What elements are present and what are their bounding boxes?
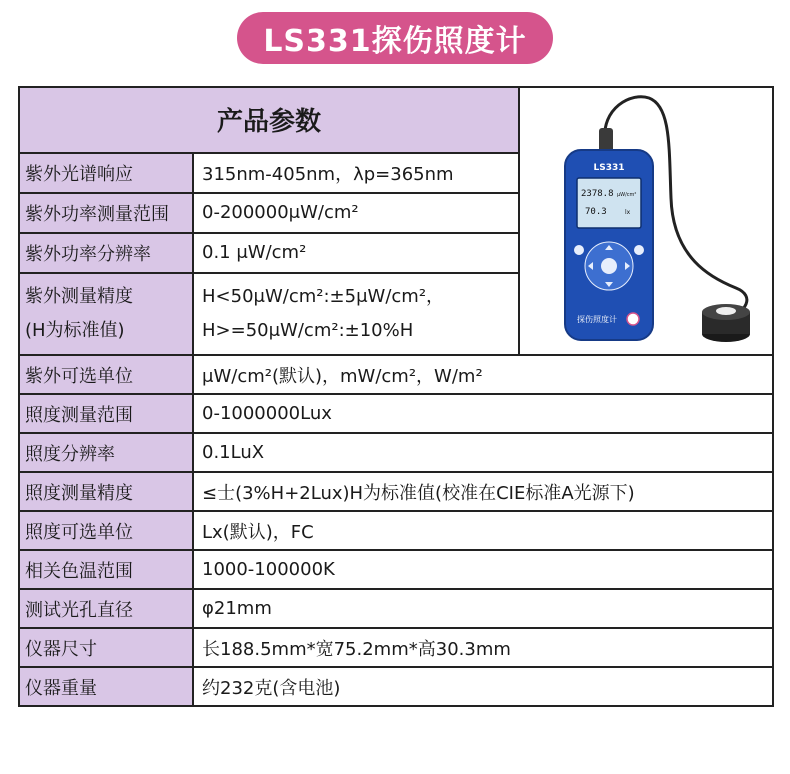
row-value-line: H<50μW/cm²:±5μW/cm²， <box>202 285 445 307</box>
row-label: 相关色温范围 <box>19 550 193 589</box>
table-row <box>19 433 773 472</box>
row-label: 紫外功率测量范围 <box>19 193 193 233</box>
table-header: 产品参数 <box>19 87 519 153</box>
device-screen <box>577 178 641 228</box>
row-label: 照度测量范围 <box>19 394 193 433</box>
right-function-button <box>634 245 644 255</box>
row-label: 照度测量精度 <box>19 472 193 511</box>
row-label: 紫外可选单位 <box>19 355 193 394</box>
screen-unit-1: μW/cm² <box>617 192 637 198</box>
row-label: 仪器尺寸 <box>19 628 193 667</box>
row-value: μW/cm²(默认)，mW/cm²，W/m² <box>193 355 773 394</box>
row-label: 紫外功率分辨率 <box>19 233 193 273</box>
row-label <box>19 273 193 355</box>
device-illustration <box>521 88 771 354</box>
cable-connector <box>599 128 613 152</box>
table-row <box>19 355 773 394</box>
table-row <box>19 589 773 628</box>
screen-reading-2: 70.3 <box>585 207 607 217</box>
product-photo-cell <box>519 87 773 355</box>
table-row <box>19 394 773 433</box>
row-value: 0.1LuX <box>193 433 773 472</box>
spec-table <box>18 86 774 707</box>
device-model-label: LS331 <box>593 163 625 173</box>
row-value: ≤士(3%H+2Lux)H为标准值(校准在CIE标准A光源下) <box>193 472 773 511</box>
keypad-center-button <box>601 258 617 274</box>
table-row <box>19 472 773 511</box>
row-value: 长188.5mm*宽75.2mm*高30.3mm <box>193 628 773 667</box>
row-value-line: H>=50μW/cm²:±10%H <box>202 319 414 341</box>
screen-reading-1: 2378.8 <box>581 189 614 199</box>
row-value: 0.1 μW/cm² <box>193 233 519 273</box>
left-function-button <box>574 245 584 255</box>
row-value: Lx(默认)，FC <box>193 511 773 550</box>
row-value <box>193 273 519 355</box>
table-row <box>19 511 773 550</box>
row-label-line: (H为标准值) <box>25 319 125 341</box>
table-row <box>19 550 773 589</box>
table-row <box>19 667 773 706</box>
row-value: 0-200000μW/cm² <box>193 193 519 233</box>
device-name-label: 探伤照度计 <box>577 315 618 324</box>
row-label: 照度可选单位 <box>19 511 193 550</box>
screen-unit-2: lx <box>625 209 631 216</box>
row-label: 照度分辨率 <box>19 433 193 472</box>
row-value: 0-1000000Lux <box>193 394 773 433</box>
row-label: 测试光孔直径 <box>19 589 193 628</box>
row-value: φ21mm <box>193 589 773 628</box>
brand-logo-icon <box>627 313 639 325</box>
row-value: 315nm-405nm，λp=365nm <box>193 153 519 193</box>
row-value: 1000-100000K <box>193 550 773 589</box>
table-row <box>19 628 773 667</box>
page-title: LS331探伤照度计 <box>237 12 553 64</box>
row-label: 仪器重量 <box>19 667 193 706</box>
sensor-aperture <box>716 307 736 315</box>
row-label: 紫外光谱响应 <box>19 153 193 193</box>
row-label-line: 紫外测量精度 <box>25 285 133 307</box>
row-value: 约232克(含电池) <box>193 667 773 706</box>
